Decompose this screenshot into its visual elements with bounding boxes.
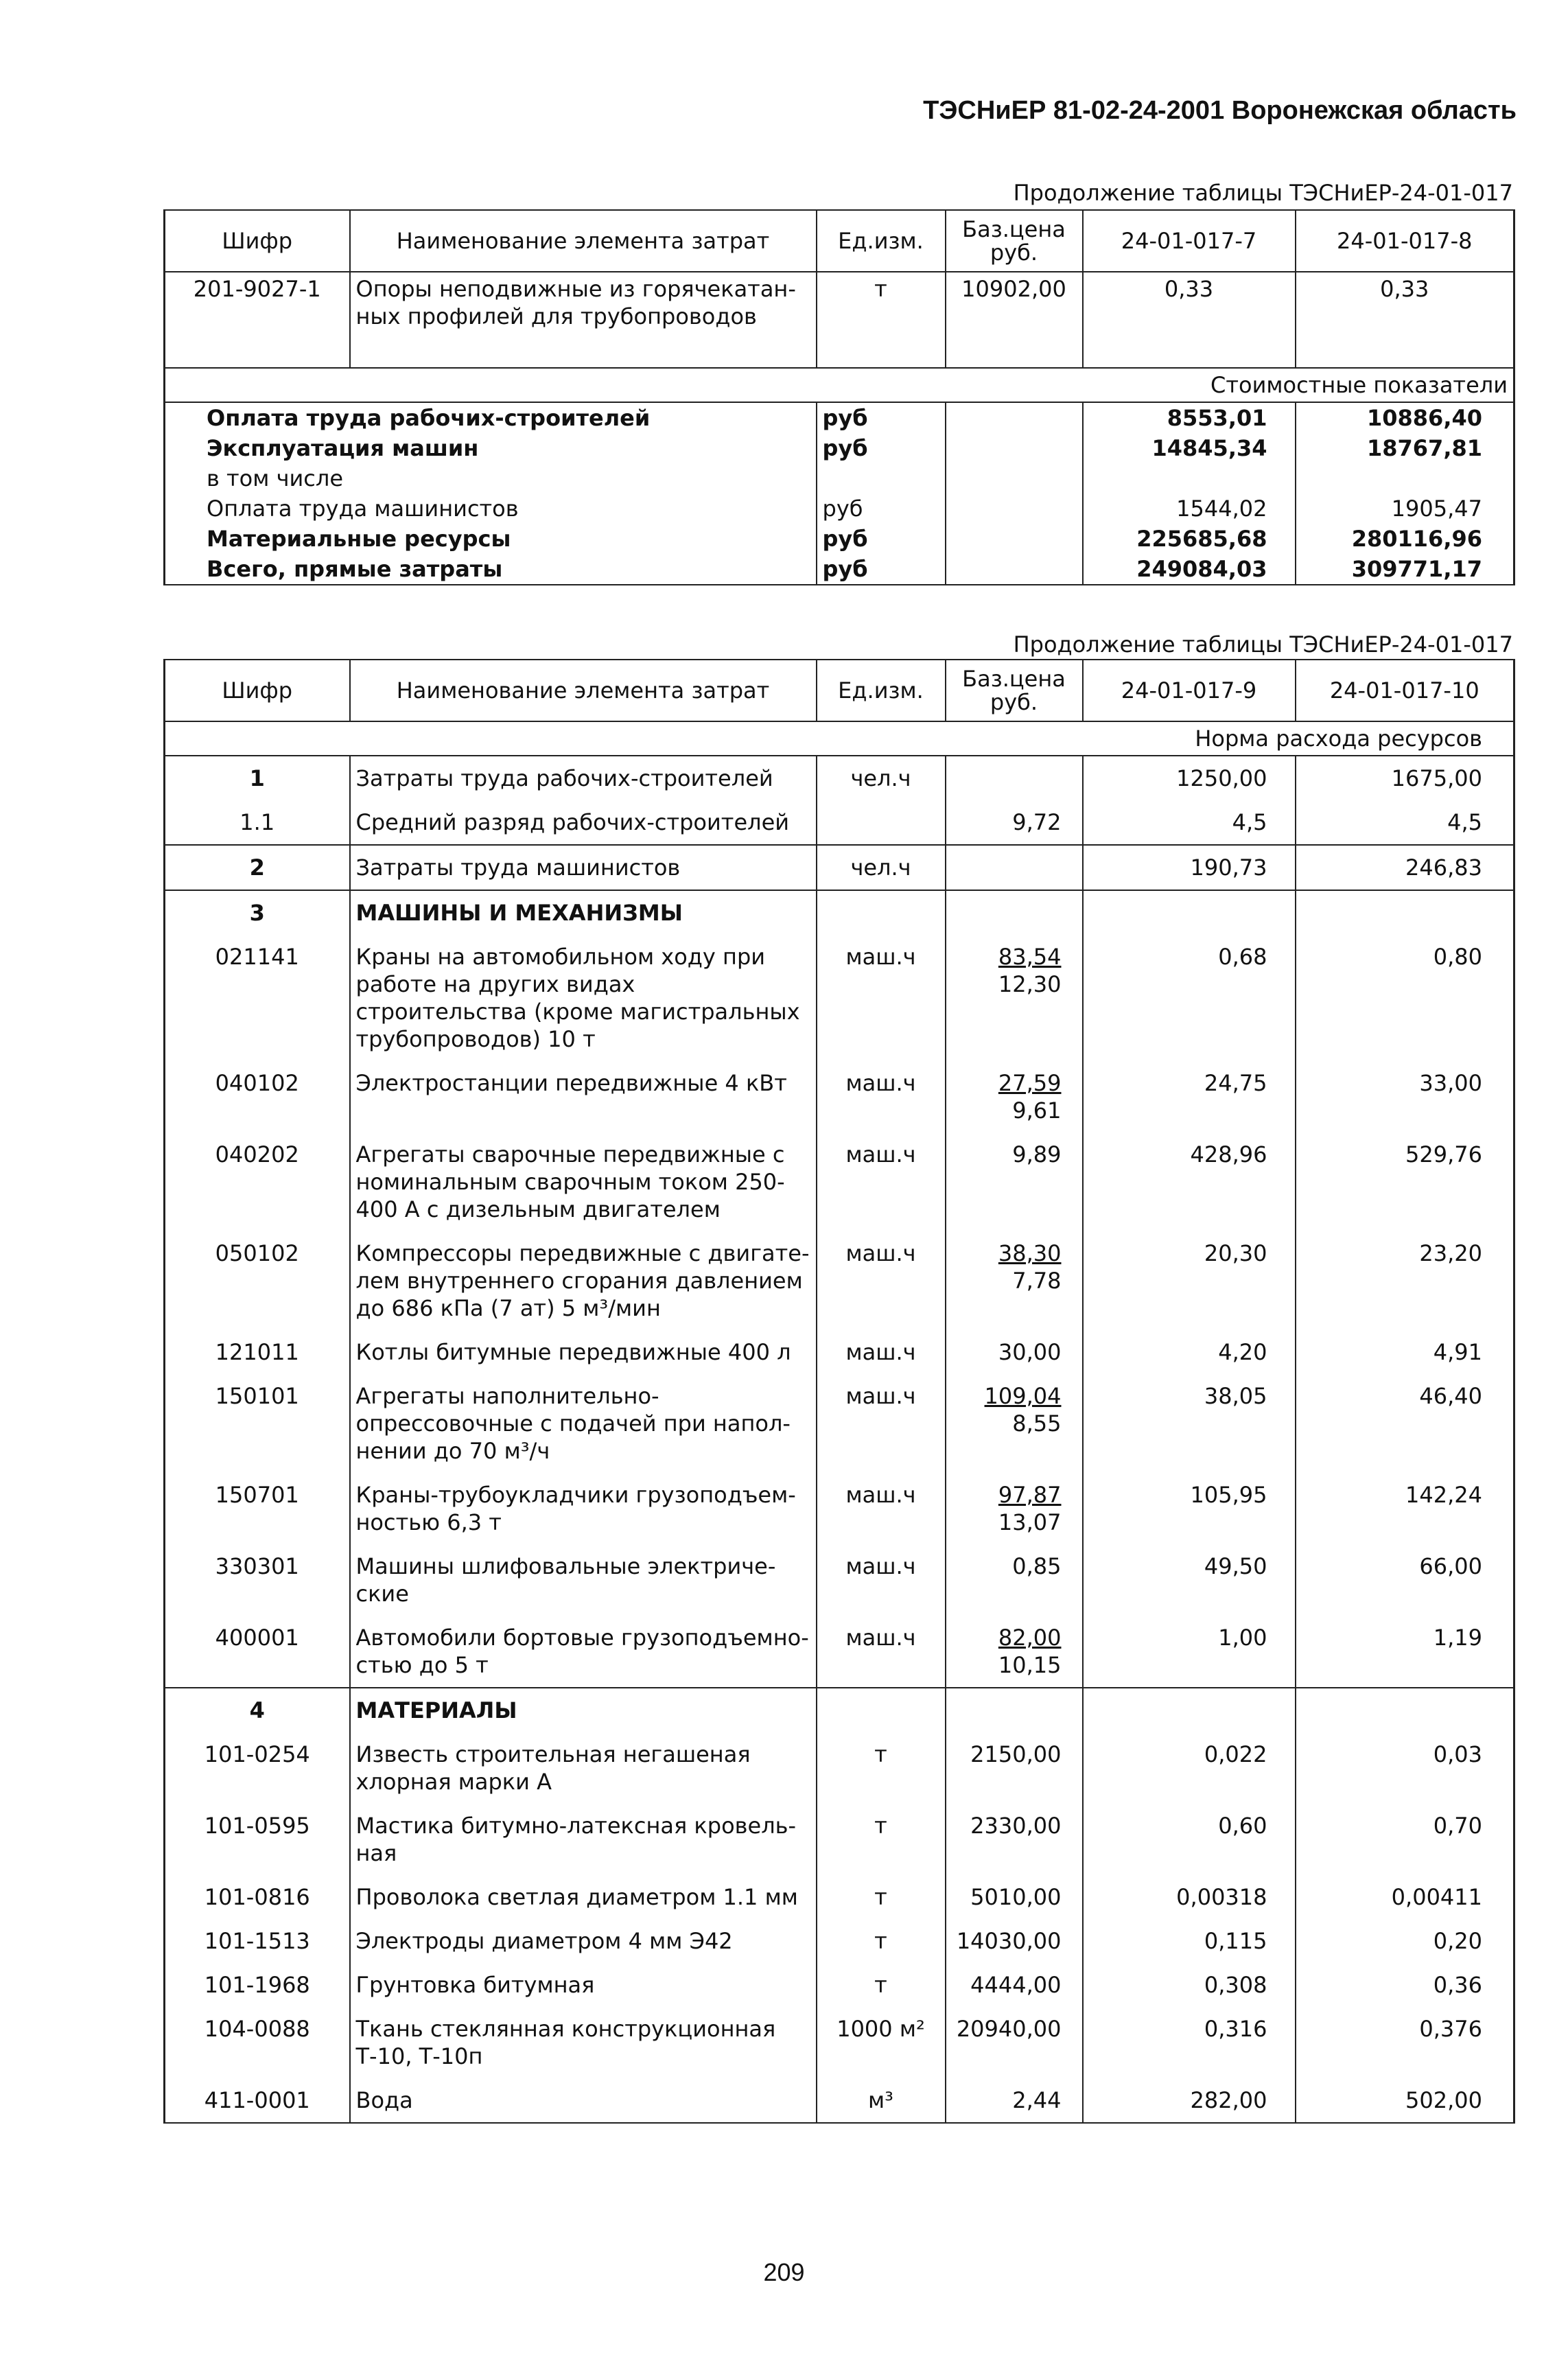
row-v2: 502,00	[1296, 2078, 1514, 2123]
row-v1: 1,00	[1083, 1616, 1296, 1688]
row-name: Компрессоры передвижные с двигате-лем внутреннего сгорания давлением до 686 кПа (7 ат) 5 м³/мин	[350, 1231, 817, 1330]
cost-name: Оплата труда машинистов	[165, 493, 817, 524]
price-labor-value: 8,55	[1012, 1410, 1062, 1437]
cost-price	[946, 463, 1083, 493]
row-v2: 0,03	[1433, 1741, 1482, 1767]
row-code: 040202	[165, 1132, 350, 1231]
row-unit: 1000 м²	[817, 2007, 946, 2078]
row-unit: маш.ч	[817, 1330, 946, 1374]
price-value: 4444,00	[970, 1972, 1062, 1998]
row-price	[946, 1374, 1083, 1473]
table-row	[165, 756, 1514, 800]
row-unit: т	[817, 1804, 946, 1875]
cost-unit: руб	[817, 524, 946, 554]
price-value: 2150,00	[970, 1741, 1062, 1767]
cost-unit: руб	[817, 554, 946, 585]
row-name: Затраты труда машинистов	[350, 845, 817, 890]
row-name: Краны-трубоукладчики грузоподъем-ностью 6,3 т	[350, 1473, 817, 1544]
row-unit: маш.ч	[817, 1544, 946, 1616]
col-header-price: Баз.цена руб.	[946, 210, 1083, 272]
cost-unit: руб	[817, 402, 946, 433]
cost-row	[165, 524, 1514, 554]
table1-caption: Продолжение таблицы ТЭСНиЕР-24-01-017	[1013, 180, 1513, 206]
row-name: МАШИНЫ И МЕХАНИЗМЫ	[350, 890, 817, 935]
cost-price	[946, 493, 1083, 524]
row-unit	[817, 1688, 946, 1732]
row-code: 101-0595	[165, 1804, 350, 1875]
row-name: Мастика битумно-латексная кровель-ная	[350, 1804, 817, 1875]
row-name: Известь строительная негашеная хлорная марки А	[350, 1732, 817, 1804]
row-name: Проволока светлая диаметром 1.1 мм	[350, 1875, 817, 1919]
row-unit: маш.ч	[817, 935, 946, 1061]
row-unit: т	[817, 1875, 946, 1919]
table-row	[165, 1688, 1514, 1732]
section-row	[165, 368, 1514, 402]
table-row	[165, 890, 1514, 935]
cost-v1	[1083, 463, 1296, 493]
row-price	[946, 1330, 1083, 1374]
table-row	[165, 2007, 1514, 2078]
cost-v1: 225685,68	[1083, 524, 1296, 554]
row-price	[946, 756, 1083, 800]
col-header-v2: 24-01-017-8	[1296, 210, 1514, 272]
row-v2	[1296, 890, 1514, 935]
cost-v2: 280116,96	[1351, 526, 1482, 552]
row-unit: м³	[817, 2078, 946, 2123]
price-value: 109,04	[984, 1383, 1062, 1409]
cost-row	[165, 463, 1514, 493]
row-unit: маш.ч	[817, 1061, 946, 1132]
price-value: 5010,00	[970, 1884, 1062, 1910]
row-v2: 46,40	[1419, 1383, 1482, 1409]
row-v2: 66,00	[1419, 1553, 1482, 1579]
row-v2: 0,70	[1433, 1813, 1482, 1839]
row-v1: 0,308	[1083, 1963, 1296, 2007]
row-v2: 4,5	[1447, 809, 1482, 835]
table1-header-row	[165, 210, 1514, 272]
row-v2: 1,19	[1433, 1625, 1482, 1651]
row-price	[946, 1963, 1083, 2007]
resource-rows	[165, 756, 1514, 2123]
row-code: 150101	[165, 1374, 350, 1473]
row-unit: чел.ч	[817, 756, 946, 800]
resource-table	[163, 659, 1515, 2124]
row-v1: 0,316	[1083, 2007, 1296, 2078]
row-code: 021141	[165, 935, 350, 1061]
table-row	[165, 2078, 1514, 2123]
section-label: Норма расхода ресурсов	[165, 721, 1514, 756]
cost-price	[946, 554, 1083, 585]
row-name: МАТЕРИАЛЫ	[350, 1688, 817, 1732]
row-price	[946, 1231, 1083, 1330]
row-price	[946, 890, 1083, 935]
cost-price	[946, 524, 1083, 554]
row-name: Автомобили бортовые грузоподъемно-стью до 5 т	[350, 1616, 817, 1688]
row-unit: маш.ч	[817, 1231, 946, 1330]
row-code: 201-9027-1	[165, 272, 350, 368]
table-row	[165, 1875, 1514, 1919]
row-v1: 0,33	[1083, 272, 1296, 368]
cost-row	[165, 554, 1514, 585]
row-code: 3	[165, 890, 350, 935]
row-unit: маш.ч	[817, 1132, 946, 1231]
cost-v1: 14845,34	[1083, 433, 1296, 463]
row-unit: маш.ч	[817, 1473, 946, 1544]
row-code: 050102	[165, 1231, 350, 1330]
row-price	[946, 1061, 1083, 1132]
row-v1: 4,5	[1083, 800, 1296, 845]
cost-v1: 1544,02	[1083, 493, 1296, 524]
cost-name: Всего, прямые затраты	[165, 554, 817, 585]
row-v1: 105,95	[1083, 1473, 1296, 1544]
price-labor-value: 9,61	[1012, 1097, 1062, 1124]
row-code: 101-0254	[165, 1732, 350, 1804]
row-price	[946, 1919, 1083, 1963]
row-price	[946, 2078, 1083, 2123]
cost-row	[165, 493, 1514, 524]
section-row	[165, 721, 1514, 756]
col-header-unit: Ед.изм.	[817, 660, 946, 721]
row-code: 150701	[165, 1473, 350, 1544]
table-row	[165, 1804, 1514, 1875]
price-value: 9,72	[1012, 809, 1062, 835]
cost-v1: 249084,03	[1083, 554, 1296, 585]
row-v2	[1296, 1688, 1514, 1732]
price-labor-value: 10,15	[998, 1652, 1062, 1678]
table-row	[165, 1330, 1514, 1374]
cost-name: в том числе	[165, 463, 817, 493]
table-row	[165, 1374, 1514, 1473]
table-row	[165, 935, 1514, 1061]
row-price	[946, 1688, 1083, 1732]
price-value: 83,54	[998, 944, 1062, 970]
cost-rows	[165, 402, 1514, 585]
row-code: 101-1968	[165, 1963, 350, 2007]
price-value: 82,00	[998, 1625, 1062, 1651]
row-name: Электростанции передвижные 4 кВт	[350, 1061, 817, 1132]
price-value: 0,85	[1012, 1553, 1062, 1579]
table-row	[165, 1473, 1514, 1544]
cost-v1: 8553,01	[1083, 402, 1296, 433]
col-header-name: Наименование элемента затрат	[350, 210, 817, 272]
row-v2: 33,00	[1419, 1070, 1482, 1096]
row-code: 1.1	[165, 800, 350, 845]
col-header-v1: 24-01-017-7	[1083, 210, 1296, 272]
row-unit: т	[817, 1732, 946, 1804]
row-price	[946, 1732, 1083, 1804]
row-v2: 0,80	[1433, 944, 1482, 970]
row-v1: 0,115	[1083, 1919, 1296, 1963]
row-v2: 23,20	[1419, 1240, 1482, 1266]
row-v2: 0,36	[1433, 1972, 1482, 1998]
row-unit	[817, 890, 946, 935]
row-code: 411-0001	[165, 2078, 350, 2123]
row-v2: 1675,00	[1391, 765, 1482, 791]
row-name: Затраты труда рабочих-строителей	[350, 756, 817, 800]
price-value: 38,30	[998, 1240, 1062, 1266]
row-v1: 190,73	[1083, 845, 1296, 890]
row-name: Электроды диаметром 4 мм Э42	[350, 1919, 817, 1963]
row-v2: 0,20	[1433, 1928, 1482, 1954]
row-v1: 0,60	[1083, 1804, 1296, 1875]
table2-header-row	[165, 660, 1514, 721]
price-value: 20940,00	[956, 2016, 1062, 2042]
row-code: 1	[165, 756, 350, 800]
row-v1	[1083, 890, 1296, 935]
row-v1: 428,96	[1083, 1132, 1296, 1231]
row-v1: 0,00318	[1083, 1875, 1296, 1919]
row-name: Ткань стеклянная конструкционная Т-10, Т-10п	[350, 2007, 817, 2078]
cost-v2: 10886,40	[1366, 405, 1482, 431]
row-v2: 0,376	[1419, 2016, 1482, 2042]
document-header: ТЭСНиЕР 81-02-24-2001 Воронежская область	[923, 96, 1517, 125]
row-price	[946, 800, 1083, 845]
cost-unit: руб	[817, 493, 946, 524]
row-code: 104-0088	[165, 2007, 350, 2078]
cost-name: Эксплуатация машин	[165, 433, 817, 463]
price-value: 14030,00	[956, 1928, 1062, 1954]
row-code: 330301	[165, 1544, 350, 1616]
row-name: Вода	[350, 2078, 817, 2123]
row-v2: 246,83	[1296, 845, 1514, 890]
row-v1: 1250,00	[1083, 756, 1296, 800]
row-v1: 49,50	[1083, 1544, 1296, 1616]
table-row	[165, 272, 1514, 368]
table-row	[165, 1732, 1514, 1804]
col-header-code: Шифр	[165, 660, 350, 721]
cost-v2: 1905,47	[1391, 496, 1482, 522]
col-header-v2: 24-01-017-10	[1296, 660, 1514, 721]
table-row	[165, 800, 1514, 845]
row-unit: т	[817, 1963, 946, 2007]
cost-row	[165, 433, 1514, 463]
row-code: 4	[165, 1688, 350, 1732]
row-code: 400001	[165, 1616, 350, 1688]
row-v1: 20,30	[1083, 1231, 1296, 1330]
row-price	[946, 2007, 1083, 2078]
row-code: 040102	[165, 1061, 350, 1132]
row-price	[946, 935, 1083, 1061]
col-header-v1: 24-01-017-9	[1083, 660, 1296, 721]
row-code: 2	[165, 845, 350, 890]
table-row	[165, 1231, 1514, 1330]
section-label: Стоимостные показатели	[165, 368, 1514, 402]
row-name: Агрегаты наполнительно-опрессовочные с подачей при напол-нении до 70 м³/ч	[350, 1374, 817, 1473]
cost-row	[165, 402, 1514, 433]
col-header-unit: Ед.изм.	[817, 210, 946, 272]
row-name: Опоры неподвижные из горячекатан-ных профилей для трубопроводов	[350, 272, 817, 368]
row-v1: 24,75	[1083, 1061, 1296, 1132]
table-row	[165, 1132, 1514, 1231]
row-v2: 142,24	[1405, 1482, 1482, 1508]
row-code: 101-1513	[165, 1919, 350, 1963]
col-header-code: Шифр	[165, 210, 350, 272]
cost-v2: 18767,81	[1366, 435, 1482, 461]
row-price: 10902,00	[946, 272, 1083, 368]
cost-price	[946, 402, 1083, 433]
table-row	[165, 1061, 1514, 1132]
price-labor-value: 12,30	[998, 971, 1062, 997]
page-number: 209	[763, 2258, 805, 2286]
row-price	[946, 1804, 1083, 1875]
table-row	[165, 1616, 1514, 1688]
row-price	[946, 1875, 1083, 1919]
row-name: Машины шлифовальные электриче-ские	[350, 1544, 817, 1616]
row-v2: 0,00411	[1391, 1884, 1482, 1910]
row-name: Агрегаты сварочные передвижные с номинальным сварочным током 250-400 А с дизельным двигателем	[350, 1132, 817, 1231]
row-price	[946, 845, 1083, 890]
cost-price	[946, 433, 1083, 463]
cost-v2	[1296, 463, 1514, 493]
row-unit: маш.ч	[817, 1616, 946, 1688]
row-price	[946, 1473, 1083, 1544]
cost-table	[163, 209, 1515, 585]
row-v1: 0,022	[1083, 1732, 1296, 1804]
row-v1	[1083, 1688, 1296, 1732]
row-price	[946, 1132, 1083, 1231]
price-labor-value: 13,07	[998, 1509, 1062, 1535]
row-name: Средний разряд рабочих-строителей	[350, 800, 817, 845]
price-labor-value: 7,78	[1012, 1268, 1062, 1294]
table-row	[165, 1919, 1514, 1963]
row-v1: 0,68	[1083, 935, 1296, 1061]
row-unit: т	[817, 272, 946, 368]
cost-name: Оплата труда рабочих-строителей	[165, 402, 817, 433]
row-v2: 4,91	[1433, 1339, 1482, 1365]
table-row	[165, 1963, 1514, 2007]
row-unit: т	[817, 1919, 946, 1963]
table2-caption: Продолжение таблицы ТЭСНиЕР-24-01-017	[1013, 631, 1513, 658]
row-v1: 4,20	[1083, 1330, 1296, 1374]
row-unit: маш.ч	[817, 1374, 946, 1473]
row-v1: 282,00	[1083, 2078, 1296, 2123]
row-name: Краны на автомобильном ходу при работе на других видах строительства (кроме магистральных трубопроводов) 10 т	[350, 935, 817, 1061]
row-name: Грунтовка битумная	[350, 1963, 817, 2007]
price-value: 97,87	[998, 1482, 1062, 1508]
cost-name: Материальные ресурсы	[165, 524, 817, 554]
row-name: Котлы битумные передвижные 400 л	[350, 1330, 817, 1374]
price-value: 27,59	[998, 1070, 1062, 1096]
cost-v2: 309771,17	[1296, 554, 1514, 585]
row-code: 101-0816	[165, 1875, 350, 1919]
col-header-name: Наименование элемента затрат	[350, 660, 817, 721]
row-price	[946, 1616, 1083, 1688]
price-value: 9,89	[1012, 1141, 1062, 1167]
price-value: 30,00	[998, 1339, 1062, 1365]
table-row	[165, 845, 1514, 890]
cost-unit	[817, 463, 946, 493]
row-v2: 0,33	[1380, 276, 1429, 302]
row-unit	[817, 800, 946, 845]
row-v2: 529,76	[1405, 1141, 1482, 1167]
row-price	[946, 1544, 1083, 1616]
price-value: 2330,00	[970, 1813, 1062, 1839]
table-row	[165, 1544, 1514, 1616]
col-header-price: Баз.цена руб.	[946, 660, 1083, 721]
price-value: 2,44	[1012, 2087, 1062, 2113]
cost-unit: руб	[817, 433, 946, 463]
row-unit: чел.ч	[817, 845, 946, 890]
row-code: 121011	[165, 1330, 350, 1374]
row-v1: 38,05	[1083, 1374, 1296, 1473]
